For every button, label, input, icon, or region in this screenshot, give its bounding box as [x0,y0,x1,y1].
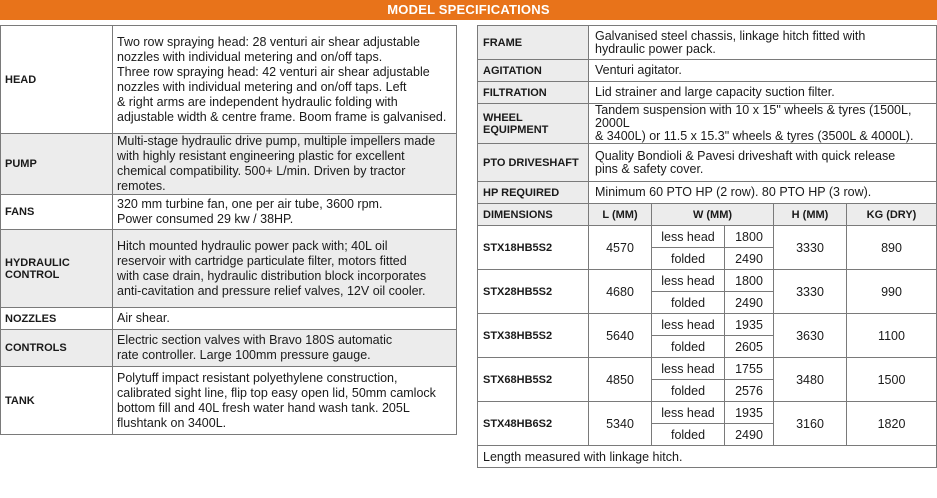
weight-header: KG (DRY) [847,204,937,226]
height-value: 3330 [774,226,847,270]
width-folded-value: 2490 [725,248,774,270]
length-value: 5340 [589,402,652,446]
weight-value: 890 [847,226,937,270]
spec-label: NOZZLES [1,308,113,330]
dimension-row [478,270,937,292]
dimension-row [478,402,937,424]
model-name: STX18HB5S2 [478,226,589,270]
spec-value: Hitch mounted hydraulic power pack with; 40L oil reservoir with cartridge particulate filter, motors fitted with case drain, hydraulic distribution block incorporates anti-cavitation and pressure relief valves, 12V oil cooler. [113,230,457,308]
note-row [478,446,937,468]
weight-value: 1100 [847,314,937,358]
model-name: STX38HB5S2 [478,314,589,358]
dimensions-header: DIMENSIONS [478,204,589,226]
height-value: 3630 [774,314,847,358]
left-spec-table [0,25,457,435]
dimension-row [478,226,937,248]
right-spec-table [477,25,937,468]
dimensions-header-row [478,204,937,226]
spec-row [478,104,937,144]
spec-value: Minimum 60 PTO HP (2 row). 80 PTO HP (3 row). [589,182,937,204]
width-less-head-value: 1755 [725,358,774,380]
spec-label: FANS [1,195,113,230]
spec-value: Electric section valves with Bravo 180S automatic rate controller. Large 100mm pressure gauge. [113,330,457,367]
width-folded-label: folded [652,424,725,446]
spec-value: Tandem suspension with 10 x 15" wheels & tyres (1500L, 2000L & 3400L) or 11.5 x 15.3" wheels & tyres (3500L & 4000L). [589,104,937,144]
spec-row [1,367,457,435]
length-value: 4680 [589,270,652,314]
spec-label: PTO DRIVESHAFT [478,144,589,182]
width-less-head-label: less head [652,226,725,248]
width-folded-label: folded [652,380,725,402]
width-folded-value: 2605 [725,336,774,358]
length-value: 5640 [589,314,652,358]
height-value: 3330 [774,270,847,314]
spec-row [478,26,937,60]
width-folded-value: 2490 [725,292,774,314]
width-folded-value: 2490 [725,424,774,446]
spec-value: Multi-stage hydraulic drive pump, multiple impellers made with highly resistant engineering plastic for excellent chemical compatibility. 500+ L/min. Driven by tractor remotes. [113,134,457,195]
spec-label: AGITATION [478,60,589,82]
width-header: W (MM) [652,204,774,226]
spec-value: Polytuff impact resistant polyethylene construction, calibrated sight line, flip top easy open lid, 50mm camlock bottom fill and 40L fresh water hand wash tank. 205L flushtank on 3400L. [113,367,457,435]
spec-value: Two row spraying head: 28 venturi air shear adjustable nozzles with individual metering and on/off taps. Three row spraying head: 42 venturi air shear adjustable nozzles with individual metering and on/off taps. Left & right arms are independent hydraulic folding with adjustable width & centre frame. Boom frame is galvanised. [113,26,457,134]
width-folded-label: folded [652,248,725,270]
spec-value: Lid strainer and large capacity suction filter. [589,82,937,104]
spec-row [1,195,457,230]
spec-value: Venturi agitator. [589,60,937,82]
width-less-head-label: less head [652,314,725,336]
spec-row [1,134,457,195]
spec-label: CONTROLS [1,330,113,367]
model-name: STX68HB5S2 [478,358,589,402]
length-header: L (MM) [589,204,652,226]
spec-label: HEAD [1,26,113,134]
height-header: H (MM) [774,204,847,226]
spec-label: WHEEL EQUIPMENT [478,104,589,144]
width-folded-label: folded [652,292,725,314]
weight-value: 1500 [847,358,937,402]
spec-label: PUMP [1,134,113,195]
spec-label: TANK [1,367,113,435]
width-less-head-label: less head [652,358,725,380]
dimension-row [478,314,937,336]
width-less-head-value: 1800 [725,270,774,292]
spec-row [478,144,937,182]
spec-row [478,60,937,82]
width-less-head-value: 1935 [725,402,774,424]
length-value: 4850 [589,358,652,402]
spec-value: Air shear. [113,308,457,330]
dimension-row [478,358,937,380]
width-less-head-value: 1935 [725,314,774,336]
spec-label: FRAME [478,26,589,60]
spec-row [1,308,457,330]
spec-value: 320 mm turbine fan, one per air tube, 3600 rpm. Power consumed 29 kw / 38HP. [113,195,457,230]
spec-row [1,26,457,134]
height-value: 3480 [774,358,847,402]
width-less-head-value: 1800 [725,226,774,248]
spec-value: Quality Bondioli & Pavesi driveshaft with quick release pins & safety cover. [589,144,937,182]
spec-label: FILTRATION [478,82,589,104]
length-value: 4570 [589,226,652,270]
width-less-head-label: less head [652,402,725,424]
weight-value: 1820 [847,402,937,446]
model-name: STX28HB5S2 [478,270,589,314]
width-folded-value: 2576 [725,380,774,402]
spec-row [478,82,937,104]
weight-value: 990 [847,270,937,314]
height-value: 3160 [774,402,847,446]
spec-label: HYDRAULIC CONTROL [1,230,113,308]
spec-label: HP REQUIRED [478,182,589,204]
model-name: STX48HB6S2 [478,402,589,446]
width-folded-label: folded [652,336,725,358]
width-less-head-label: less head [652,270,725,292]
specifications-banner: MODEL SPECIFICATIONS [0,0,937,20]
dimensions-note: Length measured with linkage hitch. [478,446,937,468]
spec-row [1,330,457,367]
spec-value: Galvanised steel chassis, linkage hitch fitted with hydraulic power pack. [589,26,937,60]
spec-row [1,230,457,308]
spec-row [478,182,937,204]
